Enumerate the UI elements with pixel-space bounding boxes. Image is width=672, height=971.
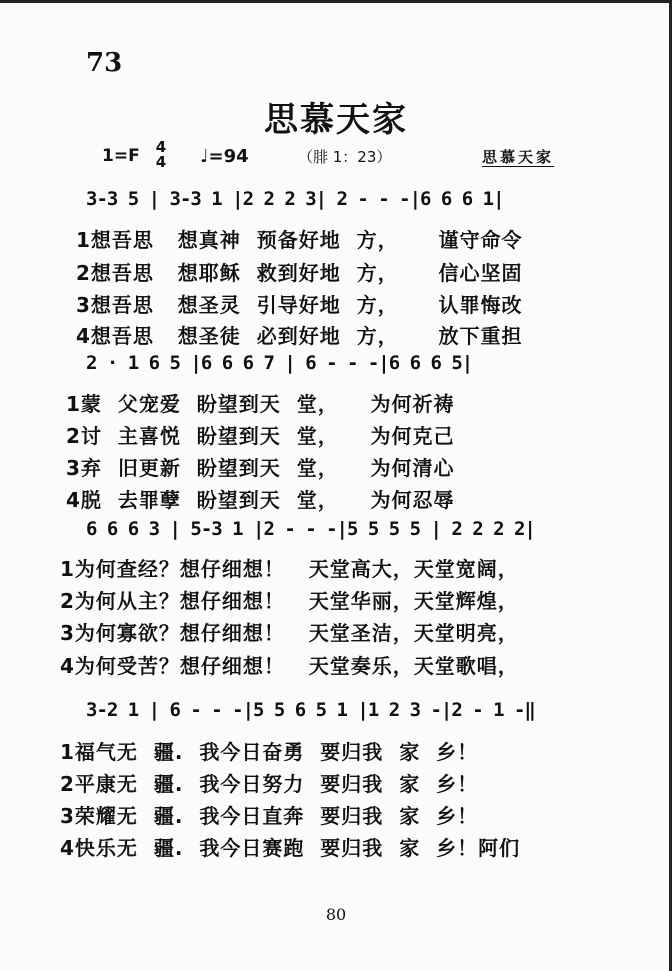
scripture-reference: （腓 1：23）	[298, 148, 392, 166]
lyric-line: 4为何受苦？想仔细想！ 天堂奏乐，天堂歌唱，	[60, 654, 519, 678]
notation-line-1: 3-3 5 | 3-3 1 |2 2 2 3| 2 - - -|6 6 6 1|	[86, 188, 504, 210]
notation-line-4: 3-2 1 | 6 - - -|5 5 6 5 1 |1 2 3 -|2 - 1 -‖	[86, 699, 535, 721]
lyric-line: 4快乐无 疆. 我今日赛跑 要归我 家 乡！阿们	[60, 836, 521, 860]
lyric-line: 3荣耀无 疆. 我今日直奔 要归我 家 乡！	[60, 804, 479, 828]
lyric-line: 2讨 主喜悦 盼望到天 堂， 为何克己	[66, 424, 455, 448]
lyric-line: 3想吾思 想圣灵 引导好地 方， 认罪悔改	[76, 293, 523, 317]
notation-line-3: 6 6 6 3 | 5-3 1 |2 - - -|5 5 5 5 | 2 2 2 2|	[86, 518, 535, 540]
tempo-marking: ♩=94	[200, 146, 249, 167]
hymn-number: 73	[86, 48, 123, 78]
lyric-line: 2想吾思 想耶稣 救到好地 方， 信心坚固	[76, 261, 523, 285]
lyric-line: 4想吾思 想圣徒 必到好地 方， 放下重担	[76, 324, 523, 348]
lyric-line: 3为何寡欲？想仔细想！ 天堂圣洁，天堂明亮，	[60, 621, 519, 645]
hymn-title: 思慕天家	[264, 100, 408, 140]
time-signature-bottom: 4	[155, 153, 167, 171]
lyric-line: 3弃 旧更新 盼望到天 堂， 为何清心	[66, 456, 455, 480]
key-signature: 1=F	[102, 146, 140, 166]
tune-name: 思慕天家	[482, 148, 555, 166]
lyric-line: 1蒙 父宠爱 盼望到天 堂， 为何祈祷	[66, 392, 455, 416]
lyric-line: 1想吾思 想真神 预备好地 方， 谨守命令	[76, 228, 523, 252]
lyric-line: 4脱 去罪孽 盼望到天 堂， 为何忍辱	[66, 488, 455, 512]
notation-line-2: 2 · 1 6 5 |6 6 6 7 | 6 - - -|6 6 6 5|	[86, 352, 473, 374]
top-border	[0, 0, 672, 3]
lyric-line: 1福气无 疆. 我今日奋勇 要归我 家 乡！	[60, 740, 479, 764]
page-number: 80	[325, 905, 347, 924]
time-signature-top: 4	[155, 138, 167, 156]
lyric-line: 2平康无 疆. 我今日努力 要归我 家 乡！	[60, 772, 479, 796]
time-signature	[152, 140, 170, 170]
lyric-line: 2为何从主？想仔细想！ 天堂华丽，天堂辉煌，	[60, 589, 519, 613]
lyric-line: 1为何查经？想仔细想！ 天堂高大，天堂宽阔，	[60, 557, 519, 581]
